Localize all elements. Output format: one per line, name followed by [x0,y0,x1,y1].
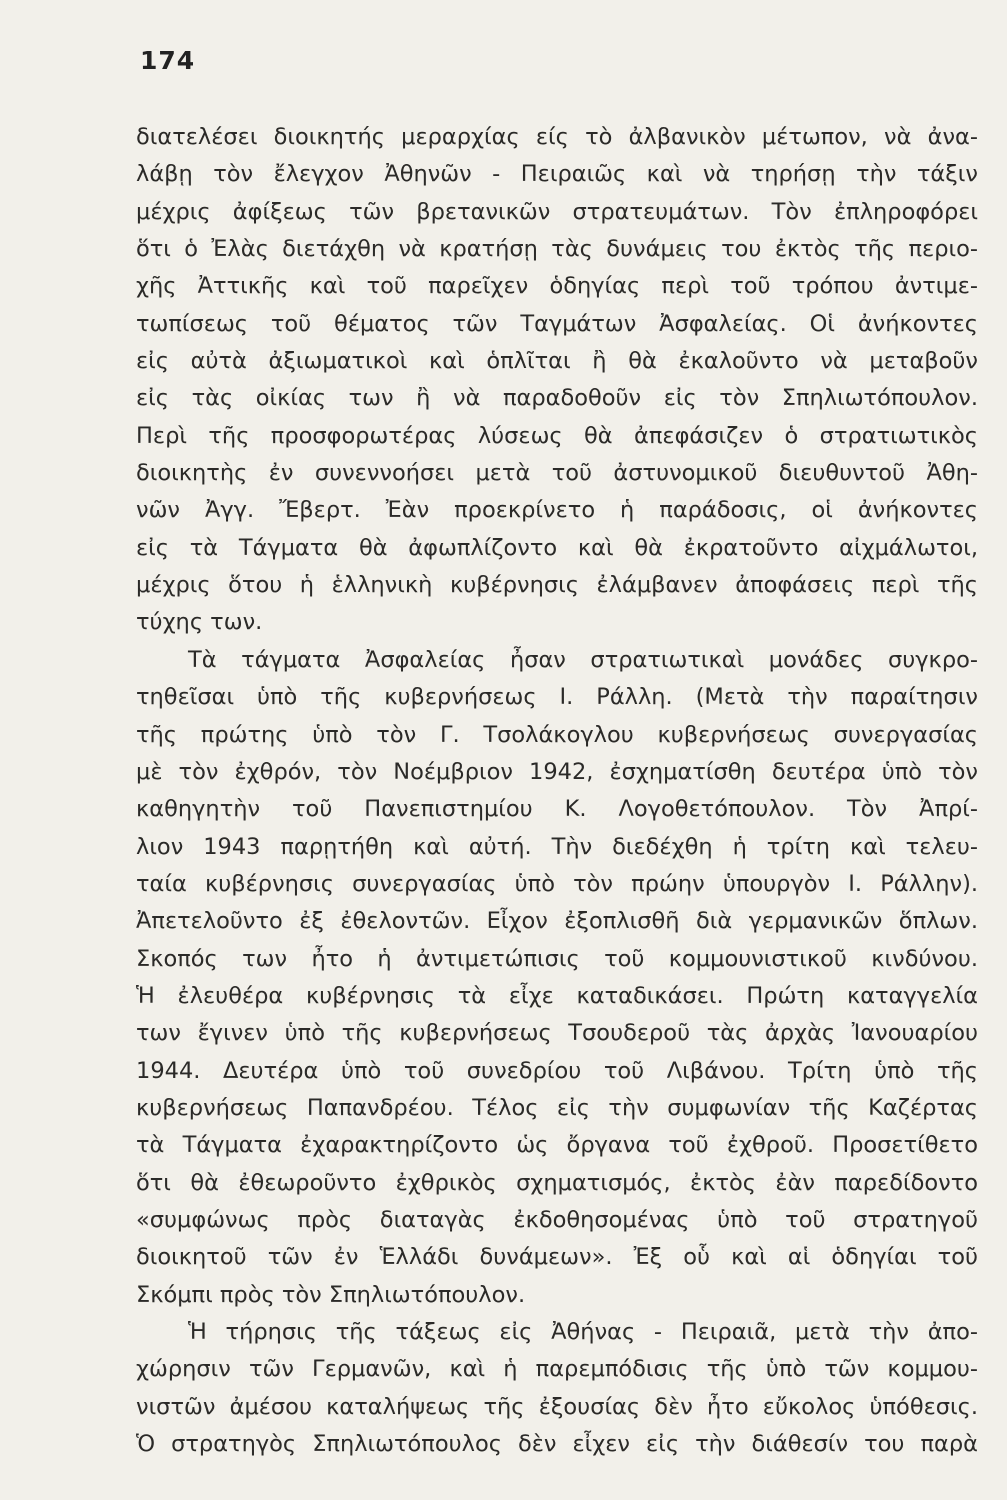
text-line: εἰς αὐτὰ ἀξιωματικοὶ καὶ ὁπλῖται ἢ θὰ ἐκαλοῦντο νὰ μεταβοῦν [136,348,978,375]
text-line: τωπίσεως τοῦ θέματος τῶν Ταγμάτων Ἀσφαλείας. Οἱ ἀνήκοντες [136,310,978,337]
text-line: Ὁ στρατηγὸς Σπηλιωτόπουλος δὲν εἶχεν εἰς τὴν διάθεσίν του παρὰ [136,1431,978,1458]
text-line: τύχης των. [136,609,263,636]
text-line: μέχρις ἀφίξεως τῶν βρετανικῶν στρατευμάτων. Τὸν ἐπληροφόρει [136,198,978,225]
text-line: χώρησιν τῶν Γερμανῶν, καὶ ἡ παρεμπόδισις τῆς ὑπὸ τῶν κομμου- [136,1356,978,1383]
text-line: καθηγητὴν τοῦ Πανεπιστημίου Κ. Λογοθετόπουλον. Τὸν Ἀπρί- [136,796,978,823]
text-line: χῆς Ἀττικῆς καὶ τοῦ παρεῖχεν ὁδηγίας περὶ τοῦ τρόπου ἀντιμε- [136,273,978,300]
text-line: λιον 1943 παρῃτήθη καὶ αὐτή. Τὴν διεδέχθη ἡ τρίτη καὶ τελευ- [136,833,978,860]
text-line: Σκοπός των ἦτο ἡ ἀντιμετώπισις τοῦ κομμουνιστικοῦ κινδύνου. [136,945,978,972]
text-line: νῶν Ἀγγ. Ἔβερτ. Ἐὰν προεκρίνετο ἡ παράδοσις, οἱ ἀνήκοντες [136,497,978,524]
text-line: μὲ τὸν ἐχθρόν, τὸν Νοέμβριον 1942, ἐσχηματίσθη δευτέρα ὑπὸ τὸν [136,758,978,785]
text-line: Σκόμπι πρὸς τὸν Σπηλιωτόπουλον. [136,1281,526,1308]
text-line: ὅτι θὰ ἐθεωροῦντο ἐχθρικὸς σχηματισμός, ἐκτὸς ἐὰν παρεδίδοντο [136,1169,978,1196]
text-line: τηθεῖσαι ὑπὸ τῆς κυβερνήσεως Ι. Ράλλη. (Μετὰ τὴν παραίτησιν [136,684,978,711]
text-line: ταία κυβέρνησις συνεργασίας ὑπὸ τὸν πρώην ὑπουργὸν Ι. Ράλλην). [136,870,978,897]
text-line: τὰ Τάγματα ἐχαρακτηρίζοντο ὡς ὄργανα τοῦ ἐχθροῦ. Προσετίθετο [136,1132,978,1159]
text-line: μέχρις ὅτου ἡ ἑλληνικὴ κυβέρνησις ἐλάμβανεν ἀποφάσεις περὶ τῆς [136,572,978,599]
text-line: διατελέσει διοικητής μεραρχίας είς τὸ ἀλβανικὸν μέτωπον, νὰ ἀνα- [136,124,978,150]
body-text [136,119,978,1463]
text-line: Τὰ τάγματα Ἀσφαλείας ἦσαν στρατιωτικαὶ μονάδες συγκρο- [188,646,978,673]
text-line: τῆς πρώτης ὑπὸ τὸν Γ. Τσολάκογλου κυβερνήσεως συνεργασίας [136,721,978,748]
text-line: εἰς τὰ Τάγματα θὰ ἀφωπλίζοντο καὶ θὰ ἐκρατοῦντο αἰχμάλωτοι, [136,534,978,561]
text-line: Ἡ ἐλευθέρα κυβέρνησις τὰ εἶχε καταδικάσει. Πρώτη καταγγελία [136,982,978,1009]
text-line: Ἡ τήρησις τῆς τάξεως εἰς Ἀθήνας - Πειραιᾶ, μετὰ τὴν ἀπο- [188,1319,978,1345]
text-line: 1944. Δευτέρα ὑπὸ τοῦ συνεδρίου τοῦ Λιβάνου. Τρίτη ὑπὸ τῆς [136,1057,978,1084]
text-line: κυβερνήσεως Παπανδρέου. Τέλος εἰς τὴν συμφωνίαν τῆς Καζέρτας [136,1094,978,1121]
text-line: διοικητὴς ἐν συνεννοήσει μετὰ τοῦ ἀστυνομικοῦ διευθυντοῦ Ἀθη- [136,460,978,487]
text-line: εἰς τὰς οἰκίας των ἢ νὰ παραδοθοῦν εἰς τὸν Σπηλιωτόπουλον. [136,385,978,412]
text-line: Περὶ τῆς προσφορωτέρας λύσεως θὰ ἀπεφάσιζεν ὁ στρατιωτικὸς [136,422,978,449]
text-line: λάβῃ τὸν ἔλεγχον Ἀθηνῶν - Πειραιῶς καὶ νὰ τηρήσῃ τὴν τάξιν [136,161,978,188]
text-line: Ἀπετελοῦντο ἐξ ἐθελοντῶν. Εἶχον ἐξοπλισθῆ διὰ γερμανικῶν ὅπλων. [136,908,978,935]
text-line: διοικητοῦ τῶν ἐν Ἑλλάδι δυνάμεων». Ἐξ οὗ καὶ αἱ ὁδηγίαι τοῦ [136,1244,978,1271]
text-line: νιστῶν ἀμέσου καταλήψεως τῆς ἐξουσίας δὲν ἦτο εὔκολος ὑπόθεσις. [136,1393,978,1420]
text-line: των ἔγινεν ὑπὸ τῆς κυβερνήσεως Τσουδεροῦ τὰς ἀρχὰς Ἰανουαρίου [136,1020,978,1047]
text-line: ὅτι ὁ Ἐλὰς διετάχθη νὰ κρατήσῃ τὰς δυνάμεις του ἐκτὸς τῆς περιο- [136,236,978,263]
text-line: «συμφώνως πρὸς διαταγὰς ἐκδοθησομένας ὑπὸ τοῦ στρατηγοῦ [136,1206,978,1233]
page-number: 174 [140,46,196,75]
